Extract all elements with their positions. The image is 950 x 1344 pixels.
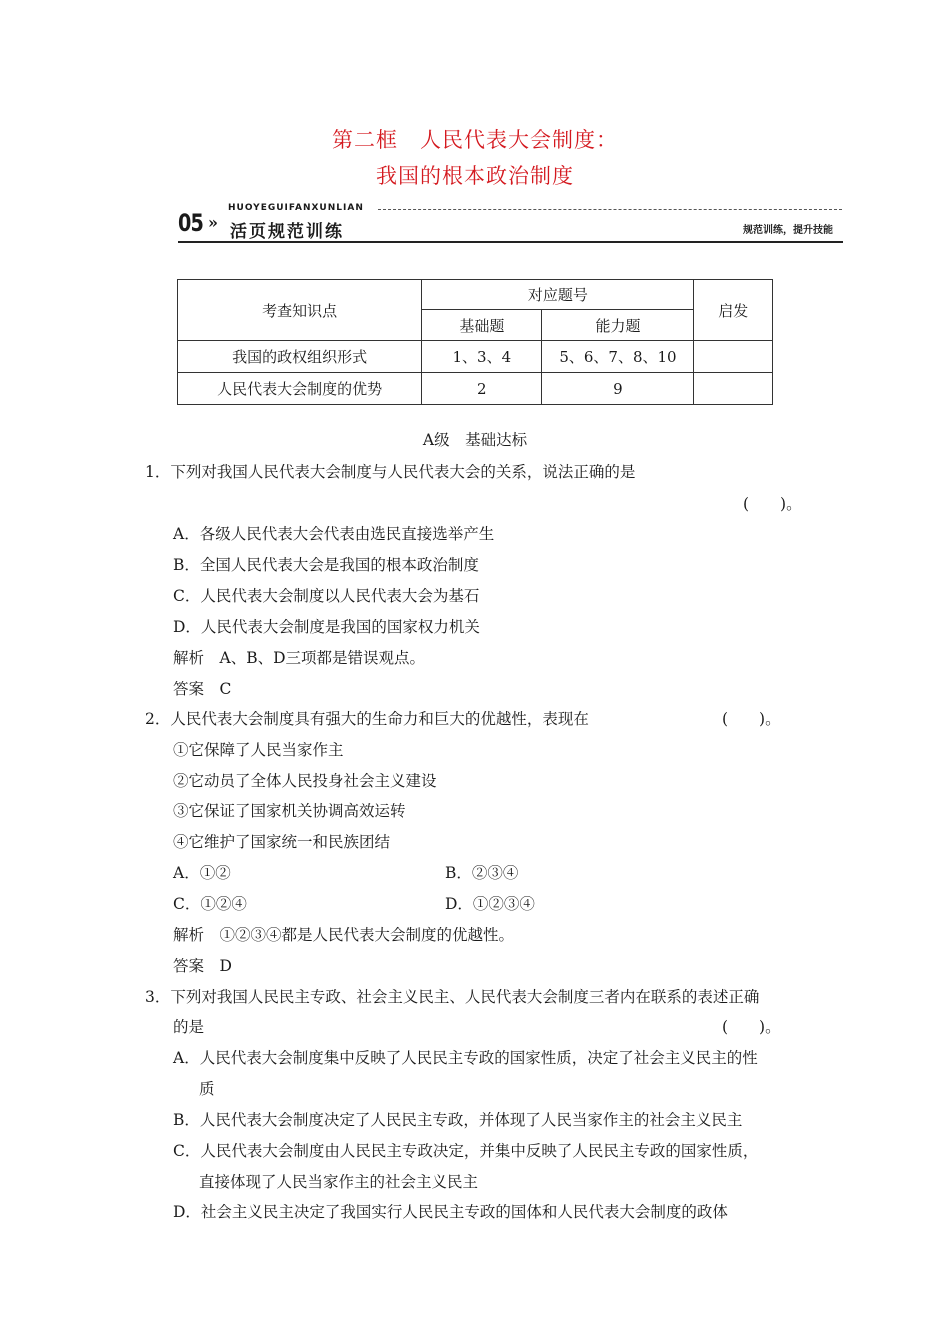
option-c: C．人民代表大会制度以人民代表大会为基石: [173, 587, 480, 605]
banner-pinyin: HUOYEGUIFANXUNLIAN: [228, 203, 364, 213]
question-3-stem-cont: 的是: [173, 1018, 205, 1036]
answer-bracket: ( )。: [722, 710, 781, 728]
option-b: B．②③④: [445, 864, 519, 882]
page-title-line2: 我国的根本政治制度: [376, 164, 574, 188]
statement-3: ③它保证了国家机关协调高效运转: [173, 802, 406, 820]
option-a: A．人民代表大会制度集中反映了人民民主专政的国家性质，决定了社会主义民主的性: [173, 1049, 758, 1067]
option-a-cont: 质: [199, 1080, 215, 1098]
banner-number: 05: [178, 209, 204, 237]
header-hint: 启发: [694, 280, 773, 341]
cell-hint: [694, 373, 773, 405]
section-heading: A级 基础达标: [422, 431, 528, 449]
option-d: D．人民代表大会制度是我国的国家权力机关: [173, 618, 480, 636]
table-row: [178, 341, 773, 373]
cell-topic: 我国的政权组织形式: [178, 341, 422, 373]
cell-hint: [694, 341, 773, 373]
cell-ability: 9: [542, 373, 694, 405]
cell-ability: 5、6、7、8、10: [542, 341, 694, 373]
header-basic: 基础题: [422, 310, 542, 341]
question-3-stem: 3．下列对我国人民民主专政、社会主义民主、人民代表大会制度三者内在联系的表述正确: [145, 988, 760, 1006]
answer-bracket: ( )。: [743, 495, 802, 513]
knowledge-table: [177, 279, 773, 405]
answer: 答案 D: [173, 957, 232, 975]
option-d: D．社会主义民主决定了我国实行人民民主专政的国体和人民代表大会制度的政体: [173, 1203, 728, 1221]
question-1-stem: 1．下列对我国人民代表大会制度与人民代表大会的关系，说法正确的是: [145, 463, 636, 481]
table-row: [178, 373, 773, 405]
option-b: B．人民代表大会制度决定了人民民主专政，并体现了人民当家作主的社会主义民主: [173, 1111, 743, 1129]
option-d: D．①②③④: [445, 895, 535, 913]
statement-1: ①它保障了人民当家作主: [173, 741, 344, 759]
banner-rule: [178, 241, 843, 243]
option-b: B．全国人民代表大会是我国的根本政治制度: [173, 556, 479, 574]
header-ability: 能力题: [542, 310, 694, 341]
answer: 答案 C: [173, 680, 232, 698]
option-c: C．人民代表大会制度由人民民主专政决定，并集中反映了人民民主专政的国家性质，: [173, 1142, 759, 1160]
header-knowledge: 考查知识点: [178, 280, 422, 341]
cell-basic: 2: [422, 373, 542, 405]
answer-bracket: ( )。: [722, 1018, 781, 1036]
dotted-divider: [378, 209, 842, 210]
option-c-cont: 直接体现了人民当家作主的社会主义民主: [199, 1173, 479, 1191]
double-chevron-icon: »: [208, 213, 218, 232]
section-banner: [178, 203, 843, 243]
banner-heading: 活页规范训练: [230, 222, 344, 242]
question-2-stem: 2．人民代表大会制度具有强大的生命力和巨大的优越性，表现在: [145, 710, 589, 728]
analysis: 解析 ①②③④都是人民代表大会制度的优越性。: [173, 926, 515, 944]
header-numbers: 对应题号: [422, 280, 694, 310]
page-title-line1: [0, 124, 950, 154]
option-a: A．①②: [173, 864, 231, 882]
option-c: C．①②④: [173, 895, 247, 913]
statement-4: ④它维护了国家统一和民族团结: [173, 833, 391, 851]
cell-basic: 1、3、4: [422, 341, 542, 373]
banner-slogan: 规范训练，提升技能: [743, 225, 833, 236]
analysis: 解析 A、B、D三项都是错误观点。: [173, 649, 426, 667]
frame-label: 第二框: [332, 128, 398, 152]
statement-2: ②它动员了全体人民投身社会主义建设: [173, 772, 437, 790]
option-a: A．各级人民代表大会代表由选民直接选举产生: [173, 525, 495, 543]
cell-topic: 人民代表大会制度的优势: [178, 373, 422, 405]
title-text: 人民代表大会制度：: [420, 128, 618, 152]
